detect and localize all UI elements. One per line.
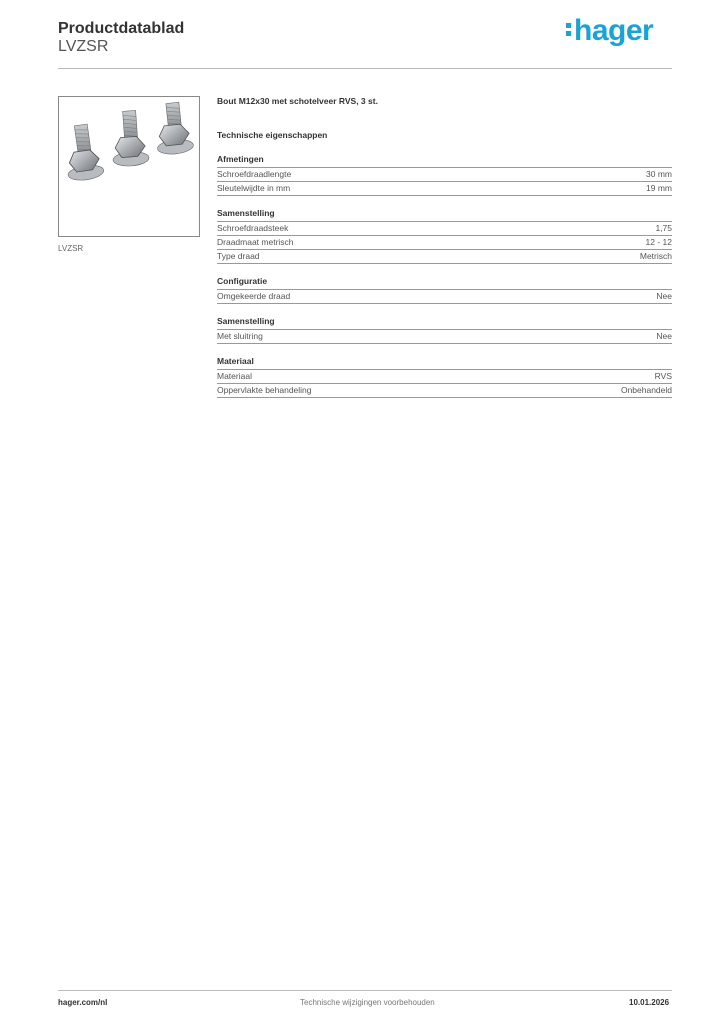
product-details — [217, 96, 672, 398]
spec-value: Nee — [656, 291, 672, 301]
spec-value: Metrisch — [639, 251, 672, 261]
spec-row — [217, 182, 672, 196]
spec-label: Sleutelwijdte in mm — [217, 183, 291, 193]
section-configuratie — [217, 276, 672, 304]
section-title: Samenstelling — [217, 208, 672, 222]
spec-value: 19 mm — [646, 183, 672, 193]
logo-dots-icon — [566, 23, 572, 39]
section-materiaal — [217, 356, 672, 398]
spec-row — [217, 168, 672, 182]
footer-divider — [58, 990, 672, 991]
spec-value: 1,75 — [655, 223, 672, 233]
spec-value: Onbehandeld — [620, 385, 672, 395]
section-title: Samenstelling — [217, 316, 672, 330]
spec-label: Schroefdraadsteek — [217, 223, 289, 233]
product-code: LVZSR — [58, 38, 109, 55]
spec-row — [217, 330, 672, 344]
spec-value: Nee — [656, 331, 672, 341]
spec-label: Schroefdraadlengte — [217, 169, 292, 179]
product-image — [58, 96, 200, 237]
footer-disclaimer: Technische wijzigingen voorbehouden — [300, 998, 435, 1007]
section-afmetingen — [217, 154, 672, 196]
spec-value: 12 - 12 — [645, 237, 672, 247]
spec-row — [217, 290, 672, 304]
page-title: Productdatablad — [58, 20, 185, 37]
section-title: Afmetingen — [217, 154, 672, 168]
footer-date: 10.01.2026 — [629, 998, 670, 1007]
product-description: Bout M12x30 met schotelveer RVS, 3 st. — [217, 96, 378, 106]
spec-row — [217, 384, 672, 398]
spec-label: Met sluitring — [217, 331, 263, 341]
brand-logo — [566, 14, 653, 48]
spec-value: 30 mm — [646, 169, 672, 179]
logo-text: hager — [574, 14, 654, 47]
section-samenstelling — [217, 208, 672, 264]
spec-row — [217, 370, 672, 384]
section-title: Configuratie — [217, 276, 672, 290]
spec-label: Oppervlakte behandeling — [217, 385, 312, 395]
spec-label: Omgekeerde draad — [217, 291, 291, 301]
image-caption: LVZSR — [58, 244, 84, 253]
technical-heading: Technische eigenschappen — [217, 130, 328, 140]
spec-row — [217, 222, 672, 236]
spec-value: RVS — [654, 371, 672, 381]
spec-label: Materiaal — [217, 371, 252, 381]
spec-label: Draadmaat metrisch — [217, 237, 294, 247]
spec-label: Type draad — [217, 251, 260, 261]
spec-row — [217, 236, 672, 250]
spec-row — [217, 250, 672, 264]
section-title: Materiaal — [217, 356, 672, 370]
footer-website-link[interactable]: hager.com/nl — [58, 998, 108, 1007]
hex-bolts-image — [59, 97, 199, 236]
section-samenstelling-2 — [217, 316, 672, 344]
header-divider — [58, 68, 672, 69]
